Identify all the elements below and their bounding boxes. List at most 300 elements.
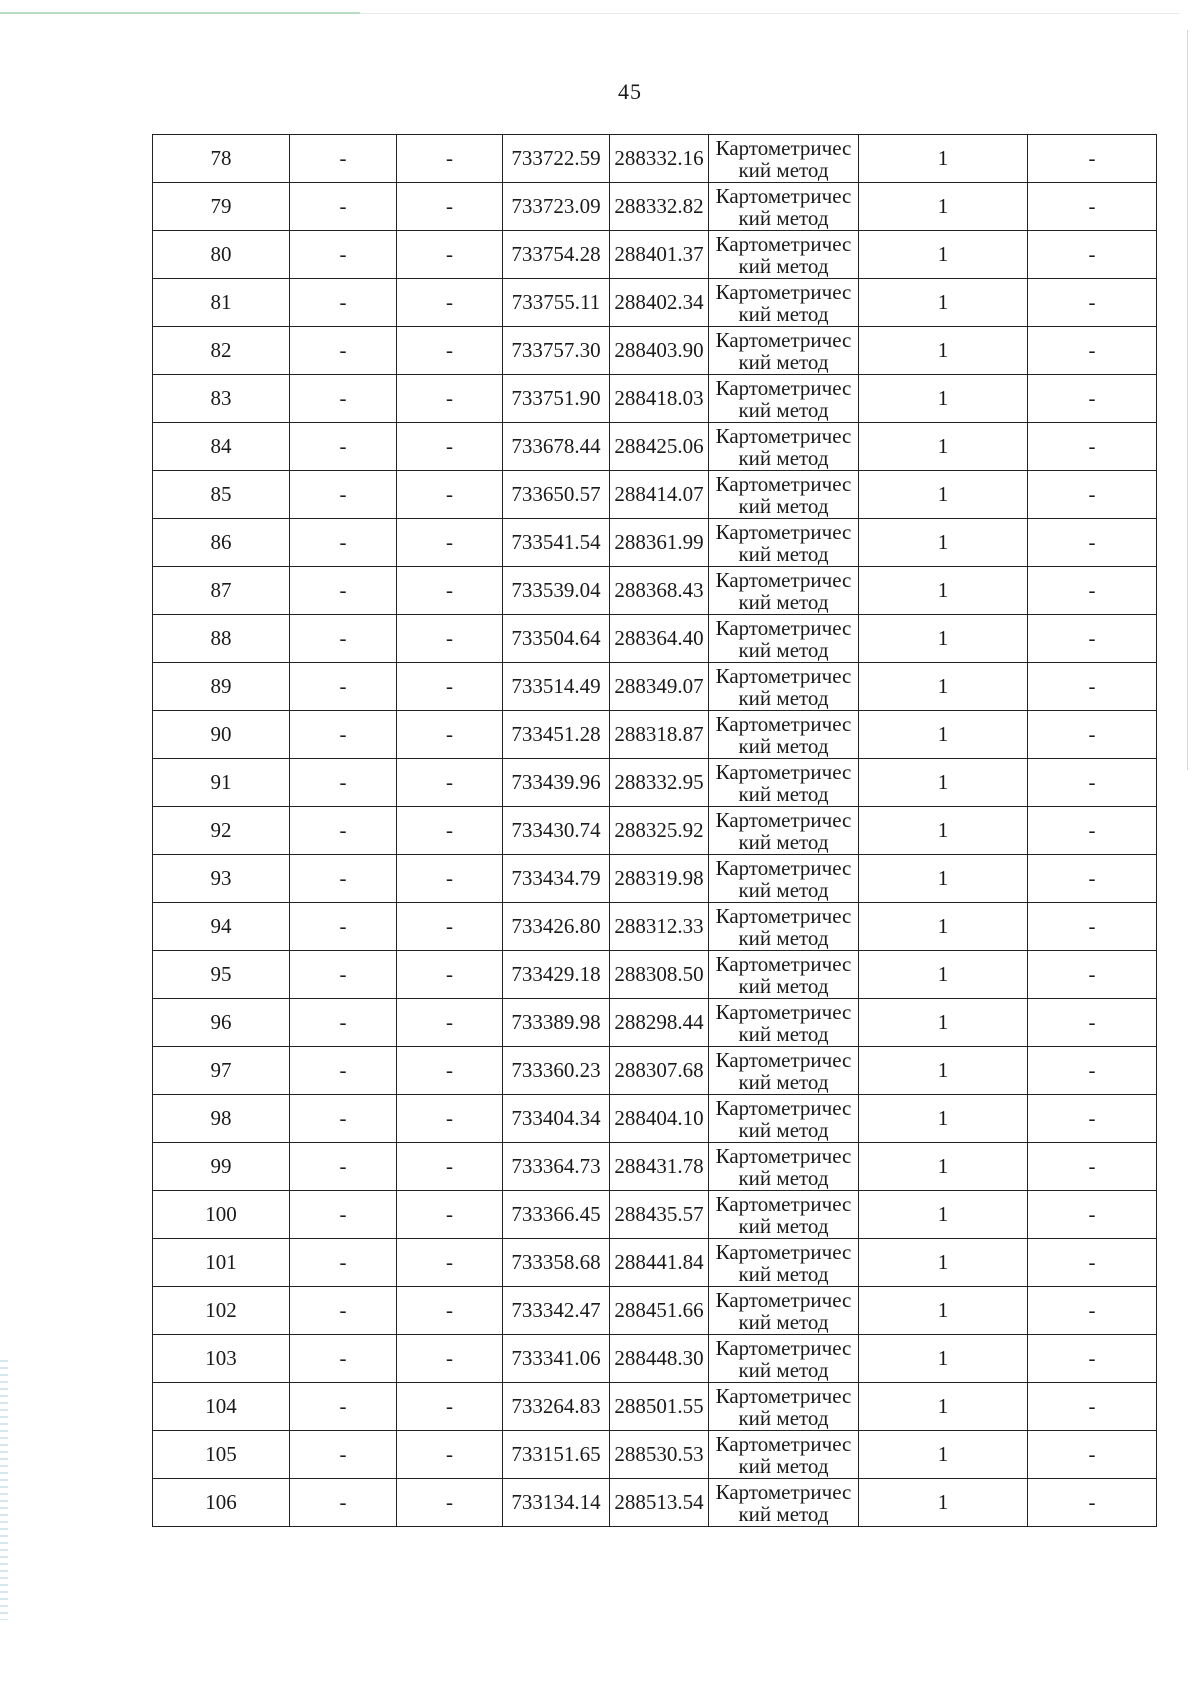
dash-cell: -	[397, 807, 503, 855]
table-row	[153, 663, 1157, 711]
dash-cell: -	[397, 951, 503, 999]
method-text: Картометричес	[715, 1287, 852, 1312]
method-cell	[709, 759, 859, 807]
coordinate-x-cell: 733504.64	[503, 615, 610, 663]
point-number-cell: 94	[153, 903, 290, 951]
dash-cell: -	[290, 1239, 397, 1287]
coordinate-x-cell: 733451.28	[503, 711, 610, 759]
coordinate-x-cell: 733134.14	[503, 1479, 610, 1527]
method-text: Картометричес	[715, 663, 852, 688]
accuracy-cell: 1	[859, 1239, 1028, 1287]
coordinate-y-cell: 288364.40	[610, 615, 709, 663]
dash-cell: -	[1028, 423, 1157, 471]
coordinate-x-cell: 733429.18	[503, 951, 610, 999]
method-cell	[709, 567, 859, 615]
point-number-cell: 96	[153, 999, 290, 1047]
method-text: Картометричес	[715, 855, 852, 880]
dash-cell: -	[397, 711, 503, 759]
method-text: кий метод	[738, 733, 829, 758]
dash-cell: -	[1028, 903, 1157, 951]
coordinate-x-cell: 733754.28	[503, 231, 610, 279]
accuracy-cell: 1	[859, 1143, 1028, 1191]
table-row	[153, 327, 1157, 375]
dash-cell: -	[397, 279, 503, 327]
coordinate-y-cell: 288307.68	[610, 1047, 709, 1095]
coordinate-y-cell: 288332.82	[610, 183, 709, 231]
method-text: кий метод	[738, 781, 829, 806]
scan-left-edge-marks	[0, 1360, 8, 1620]
method-text: кий метод	[738, 205, 829, 230]
coordinate-y-cell: 288402.34	[610, 279, 709, 327]
point-number-cell: 97	[153, 1047, 290, 1095]
dash-cell: -	[397, 1479, 503, 1527]
method-text: Картометричес	[715, 999, 852, 1024]
coordinate-x-cell: 733366.45	[503, 1191, 610, 1239]
dash-cell: -	[397, 471, 503, 519]
dash-cell: -	[290, 519, 397, 567]
method-text: кий метод	[738, 493, 829, 518]
dash-cell: -	[397, 519, 503, 567]
method-text: кий метод	[738, 1213, 829, 1238]
method-text: Картометричес	[715, 519, 852, 544]
dash-cell: -	[290, 1335, 397, 1383]
method-cell	[709, 1335, 859, 1383]
coordinate-y-cell: 288530.53	[610, 1431, 709, 1479]
point-number-cell: 85	[153, 471, 290, 519]
method-text: Картометричес	[715, 1143, 852, 1168]
dash-cell: -	[1028, 327, 1157, 375]
dash-cell: -	[1028, 1431, 1157, 1479]
dash-cell: -	[1028, 855, 1157, 903]
dash-cell: -	[290, 711, 397, 759]
coordinate-y-cell: 288325.92	[610, 807, 709, 855]
method-text: кий метод	[738, 157, 829, 182]
method-cell	[709, 663, 859, 711]
coordinate-x-cell: 733755.11	[503, 279, 610, 327]
dash-cell: -	[1028, 1239, 1157, 1287]
method-text: Картометричес	[715, 903, 852, 928]
dash-cell: -	[290, 279, 397, 327]
method-text: кий метод	[738, 1261, 829, 1286]
dash-cell: -	[1028, 567, 1157, 615]
method-text: Картометричес	[715, 183, 852, 208]
coordinate-x-cell: 733751.90	[503, 375, 610, 423]
method-cell	[709, 231, 859, 279]
method-cell	[709, 471, 859, 519]
method-cell	[709, 1479, 859, 1527]
method-text: Картометричес	[715, 1383, 852, 1408]
dash-cell: -	[290, 615, 397, 663]
accuracy-cell: 1	[859, 903, 1028, 951]
dash-cell: -	[1028, 279, 1157, 327]
scan-top-rule	[0, 12, 360, 14]
dash-cell: -	[290, 423, 397, 471]
point-number-cell: 82	[153, 327, 290, 375]
point-number-cell: 106	[153, 1479, 290, 1527]
accuracy-cell: 1	[859, 807, 1028, 855]
table-row	[153, 231, 1157, 279]
method-text: Картометричес	[715, 1095, 852, 1120]
table-row	[153, 279, 1157, 327]
coordinate-y-cell: 288332.16	[610, 135, 709, 183]
method-cell	[709, 1191, 859, 1239]
table-row	[153, 1239, 1157, 1287]
accuracy-cell: 1	[859, 519, 1028, 567]
coordinate-y-cell: 288441.84	[610, 1239, 709, 1287]
coordinate-y-cell: 288308.50	[610, 951, 709, 999]
method-text: Картометричес	[715, 1047, 852, 1072]
method-text: кий метод	[738, 1117, 829, 1142]
method-cell	[709, 615, 859, 663]
dash-cell: -	[1028, 759, 1157, 807]
coordinate-x-cell: 733722.59	[503, 135, 610, 183]
accuracy-cell: 1	[859, 951, 1028, 999]
method-cell	[709, 279, 859, 327]
dash-cell: -	[397, 663, 503, 711]
dash-cell: -	[397, 1239, 503, 1287]
method-text: Картометричес	[715, 1431, 852, 1456]
point-number-cell: 100	[153, 1191, 290, 1239]
dash-cell: -	[290, 903, 397, 951]
dash-cell: -	[397, 903, 503, 951]
method-text: кий метод	[738, 1069, 829, 1094]
scan-right-edge	[1187, 30, 1188, 770]
dash-cell: -	[397, 423, 503, 471]
point-number-cell: 79	[153, 183, 290, 231]
method-text: Картометричес	[715, 375, 852, 400]
dash-cell: -	[397, 231, 503, 279]
accuracy-cell: 1	[859, 279, 1028, 327]
table-row	[153, 807, 1157, 855]
coordinate-y-cell: 288298.44	[610, 999, 709, 1047]
dash-cell: -	[290, 1431, 397, 1479]
coordinate-y-cell: 288401.37	[610, 231, 709, 279]
table-row	[153, 951, 1157, 999]
coordinates-table	[152, 134, 1157, 1527]
coordinate-y-cell: 288448.30	[610, 1335, 709, 1383]
method-cell	[709, 1431, 859, 1479]
point-number-cell: 93	[153, 855, 290, 903]
dash-cell: -	[397, 135, 503, 183]
method-text: Картометричес	[715, 471, 852, 496]
coordinate-y-cell: 288451.66	[610, 1287, 709, 1335]
dash-cell: -	[290, 327, 397, 375]
method-text: кий метод	[738, 589, 829, 614]
method-text: кий метод	[738, 685, 829, 710]
method-text: Картометричес	[715, 615, 852, 640]
method-text: кий метод	[738, 397, 829, 422]
table-row	[153, 375, 1157, 423]
method-text: кий метод	[738, 1357, 829, 1382]
method-text: кий метод	[738, 301, 829, 326]
dash-cell: -	[290, 1143, 397, 1191]
dash-cell: -	[290, 1047, 397, 1095]
method-cell	[709, 1095, 859, 1143]
accuracy-cell: 1	[859, 471, 1028, 519]
method-cell	[709, 1239, 859, 1287]
table-row	[153, 615, 1157, 663]
dash-cell: -	[1028, 1143, 1157, 1191]
accuracy-cell: 1	[859, 1335, 1028, 1383]
dash-cell: -	[1028, 375, 1157, 423]
page-number: 45	[618, 79, 642, 104]
method-text: Картометричес	[715, 1479, 852, 1504]
dash-cell: -	[1028, 1479, 1157, 1527]
coordinate-x-cell: 733151.65	[503, 1431, 610, 1479]
dash-cell: -	[1028, 519, 1157, 567]
dash-cell: -	[290, 1383, 397, 1431]
method-text: кий метод	[738, 541, 829, 566]
point-number-cell: 92	[153, 807, 290, 855]
dash-cell: -	[1028, 1095, 1157, 1143]
point-number-cell: 101	[153, 1239, 290, 1287]
method-cell	[709, 1143, 859, 1191]
table-row	[153, 423, 1157, 471]
coordinate-x-cell: 733757.30	[503, 327, 610, 375]
table-row	[153, 855, 1157, 903]
table-row	[153, 1143, 1157, 1191]
accuracy-cell: 1	[859, 135, 1028, 183]
coordinate-x-cell: 733264.83	[503, 1383, 610, 1431]
table-row	[153, 1335, 1157, 1383]
coordinate-x-cell: 733434.79	[503, 855, 610, 903]
method-text: Картометричес	[715, 1335, 852, 1360]
accuracy-cell: 1	[859, 615, 1028, 663]
point-number-cell: 102	[153, 1287, 290, 1335]
dash-cell: -	[290, 855, 397, 903]
dash-cell: -	[290, 1287, 397, 1335]
accuracy-cell: 1	[859, 231, 1028, 279]
dash-cell: -	[1028, 1287, 1157, 1335]
point-number-cell: 86	[153, 519, 290, 567]
method-text: кий метод	[738, 1021, 829, 1046]
coordinate-x-cell: 733341.06	[503, 1335, 610, 1383]
accuracy-cell: 1	[859, 759, 1028, 807]
accuracy-cell: 1	[859, 1095, 1028, 1143]
dash-cell: -	[290, 663, 397, 711]
accuracy-cell: 1	[859, 1431, 1028, 1479]
dash-cell: -	[397, 1431, 503, 1479]
table-row	[153, 1047, 1157, 1095]
method-cell	[709, 1287, 859, 1335]
coordinate-y-cell: 288435.57	[610, 1191, 709, 1239]
coordinate-y-cell: 288318.87	[610, 711, 709, 759]
table-row	[153, 999, 1157, 1047]
coordinate-x-cell: 733430.74	[503, 807, 610, 855]
dash-cell: -	[1028, 471, 1157, 519]
table-row	[153, 471, 1157, 519]
method-text: Картометричес	[715, 759, 852, 784]
dash-cell: -	[1028, 1047, 1157, 1095]
method-text: Картометричес	[715, 807, 852, 832]
coordinate-x-cell: 733541.54	[503, 519, 610, 567]
dash-cell: -	[1028, 615, 1157, 663]
point-number-cell: 83	[153, 375, 290, 423]
method-text: кий метод	[738, 925, 829, 950]
coordinate-y-cell: 288312.33	[610, 903, 709, 951]
point-number-cell: 84	[153, 423, 290, 471]
method-cell	[709, 1383, 859, 1431]
method-text: кий метод	[738, 829, 829, 854]
coordinate-x-cell: 733389.98	[503, 999, 610, 1047]
dash-cell: -	[397, 1287, 503, 1335]
method-cell	[709, 1047, 859, 1095]
method-text: кий метод	[738, 1453, 829, 1478]
accuracy-cell: 1	[859, 1191, 1028, 1239]
point-number-cell: 78	[153, 135, 290, 183]
method-cell	[709, 999, 859, 1047]
dash-cell: -	[397, 1191, 503, 1239]
dash-cell: -	[1028, 1383, 1157, 1431]
point-number-cell: 104	[153, 1383, 290, 1431]
method-text: Картометричес	[715, 327, 852, 352]
coordinate-x-cell: 733539.04	[503, 567, 610, 615]
accuracy-cell: 1	[859, 711, 1028, 759]
dash-cell: -	[290, 1191, 397, 1239]
point-number-cell: 103	[153, 1335, 290, 1383]
method-cell	[709, 375, 859, 423]
coordinate-x-cell: 733439.96	[503, 759, 610, 807]
dash-cell: -	[290, 999, 397, 1047]
dash-cell: -	[397, 615, 503, 663]
coordinate-x-cell: 733426.80	[503, 903, 610, 951]
accuracy-cell: 1	[859, 999, 1028, 1047]
dash-cell: -	[290, 807, 397, 855]
accuracy-cell: 1	[859, 1047, 1028, 1095]
dash-cell: -	[397, 1335, 503, 1383]
point-number-cell: 89	[153, 663, 290, 711]
method-text: Картометричес	[715, 423, 852, 448]
table-row	[153, 1095, 1157, 1143]
coordinate-x-cell: 733404.34	[503, 1095, 610, 1143]
table-row	[153, 759, 1157, 807]
coordinate-y-cell: 288319.98	[610, 855, 709, 903]
accuracy-cell: 1	[859, 855, 1028, 903]
scan-top-rule-faint	[360, 13, 1180, 14]
table-row	[153, 1191, 1157, 1239]
method-text: Картометричес	[715, 231, 852, 256]
dash-cell: -	[1028, 807, 1157, 855]
table-row	[153, 1431, 1157, 1479]
method-cell	[709, 855, 859, 903]
method-cell	[709, 423, 859, 471]
dash-cell: -	[397, 1095, 503, 1143]
table-row	[153, 519, 1157, 567]
table-row	[153, 711, 1157, 759]
coordinate-x-cell: 733360.23	[503, 1047, 610, 1095]
table-row	[153, 1287, 1157, 1335]
coordinate-x-cell: 733650.57	[503, 471, 610, 519]
accuracy-cell: 1	[859, 423, 1028, 471]
coordinate-y-cell: 288403.90	[610, 327, 709, 375]
dash-cell: -	[1028, 1191, 1157, 1239]
table-body	[153, 135, 1157, 1527]
method-text: кий метод	[738, 1405, 829, 1430]
coordinate-x-cell: 733514.49	[503, 663, 610, 711]
coordinate-x-cell: 733358.68	[503, 1239, 610, 1287]
method-text: кий метод	[738, 349, 829, 374]
dash-cell: -	[1028, 663, 1157, 711]
table-row	[153, 183, 1157, 231]
method-cell	[709, 807, 859, 855]
point-number-cell: 99	[153, 1143, 290, 1191]
method-cell	[709, 183, 859, 231]
point-number-cell: 81	[153, 279, 290, 327]
dash-cell: -	[290, 471, 397, 519]
method-text: Картометричес	[715, 711, 852, 736]
accuracy-cell: 1	[859, 327, 1028, 375]
dash-cell: -	[1028, 951, 1157, 999]
accuracy-cell: 1	[859, 567, 1028, 615]
point-number-cell: 95	[153, 951, 290, 999]
dash-cell: -	[397, 855, 503, 903]
accuracy-cell: 1	[859, 1479, 1028, 1527]
dash-cell: -	[1028, 231, 1157, 279]
coordinate-y-cell: 288418.03	[610, 375, 709, 423]
dash-cell: -	[1028, 183, 1157, 231]
coordinate-y-cell: 288349.07	[610, 663, 709, 711]
accuracy-cell: 1	[859, 1287, 1028, 1335]
method-text: Картометричес	[715, 1239, 852, 1264]
method-text: Картометричес	[715, 567, 852, 592]
dash-cell: -	[290, 951, 397, 999]
accuracy-cell: 1	[859, 663, 1028, 711]
coordinate-x-cell: 733678.44	[503, 423, 610, 471]
method-text: кий метод	[738, 445, 829, 470]
table-row	[153, 1479, 1157, 1527]
point-number-cell: 91	[153, 759, 290, 807]
coordinate-y-cell: 288414.07	[610, 471, 709, 519]
dash-cell: -	[290, 375, 397, 423]
dash-cell: -	[290, 759, 397, 807]
dash-cell: -	[397, 375, 503, 423]
accuracy-cell: 1	[859, 183, 1028, 231]
method-text: кий метод	[738, 637, 829, 662]
method-text: кий метод	[738, 1501, 829, 1526]
table-row	[153, 567, 1157, 615]
dash-cell: -	[397, 327, 503, 375]
method-text: Картометричес	[715, 951, 852, 976]
dash-cell: -	[290, 1479, 397, 1527]
point-number-cell: 88	[153, 615, 290, 663]
method-text: кий метод	[738, 253, 829, 278]
dash-cell: -	[290, 135, 397, 183]
dash-cell: -	[397, 1383, 503, 1431]
coordinate-x-cell: 733342.47	[503, 1287, 610, 1335]
point-number-cell: 98	[153, 1095, 290, 1143]
coordinate-y-cell: 288513.54	[610, 1479, 709, 1527]
dash-cell: -	[1028, 1335, 1157, 1383]
point-number-cell: 80	[153, 231, 290, 279]
coordinate-y-cell: 288425.06	[610, 423, 709, 471]
method-text: кий метод	[738, 1165, 829, 1190]
method-cell	[709, 951, 859, 999]
dash-cell: -	[397, 1143, 503, 1191]
dash-cell: -	[1028, 999, 1157, 1047]
accuracy-cell: 1	[859, 375, 1028, 423]
method-cell	[709, 519, 859, 567]
coordinate-y-cell: 288332.95	[610, 759, 709, 807]
dash-cell: -	[290, 567, 397, 615]
accuracy-cell: 1	[859, 1383, 1028, 1431]
dash-cell: -	[1028, 711, 1157, 759]
table-row	[153, 135, 1157, 183]
dash-cell: -	[397, 999, 503, 1047]
point-number-cell: 87	[153, 567, 290, 615]
coordinate-y-cell: 288431.78	[610, 1143, 709, 1191]
dash-cell: -	[397, 183, 503, 231]
dash-cell: -	[1028, 135, 1157, 183]
